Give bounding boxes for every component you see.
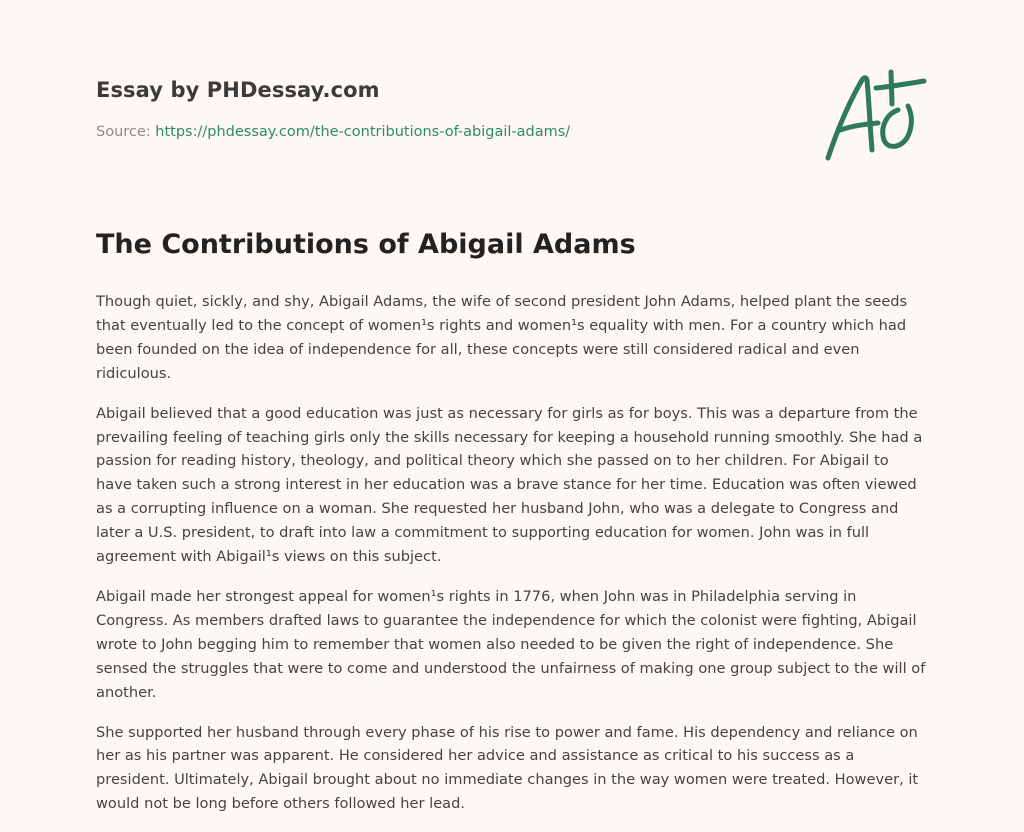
a-plus-grade-icon	[820, 68, 930, 164]
site-title: Essay by PHDessay.com	[96, 78, 380, 102]
essay-title: The Contributions of Abigail Adams	[96, 229, 636, 260]
essay-paragraph-3: Abigail made her strongest appeal for women¹s rights in 1776, when John was in Philadelphia serving in Congress. As members drafted laws to guarantee the independence for which the colonist were fighting, Abigail wrote to John begging him to remember that women also needed to be given the right of independence. She sensed the struggles that were to come and understood the unfairness of making one group subject to the will of another.	[96, 587, 926, 701]
essay-content	[96, 226, 928, 832]
essay-paragraph-1: Though quiet, sickly, and shy, Abigail Adams, the wife of second president John Adams, helped plant the seeds that eventually led to the concept of women¹s rights and women¹s equality with men. For a country which had been founded on the idea of independence for all, these concepts were still considered radical and even ridiculous.	[96, 293, 908, 382]
source-link[interactable]: https://phdessay.com/the-contributions-of-abigail-adams/	[155, 124, 571, 140]
source-line	[96, 122, 716, 142]
source-label: Source:	[96, 124, 151, 140]
essay-paragraph-2: Abigail believed that a good education was just as necessary for girls as for boys. This was a departure from the prevailing feeling of teaching girls only the skills necessary for keeping a household running smoothly. She had a passion for reading history, theology, and political theory which she passed on to her children. For Abigail to have taken such a strong interest in her education was a brave stance for her time. Education was often viewed as a corrupting influence on a woman. She requested her husband John, who was a delegate to Congress and later a U.S. president, to draft into law a commitment to supporting education for women. John was in full agreement with Abigail¹s views on this subject.	[96, 404, 923, 566]
essay-paragraph-4: She supported her husband through every phase of his rise to power and fame. His dependency and reliance on her as his partner was apparent. He considered her advice and assistance as critical to his success as a president. Ultimately, Abigail brought about no immediate changes in the way women were treated. However, it would not be long before others followed her lead.	[96, 723, 919, 813]
essay-header	[96, 76, 716, 142]
